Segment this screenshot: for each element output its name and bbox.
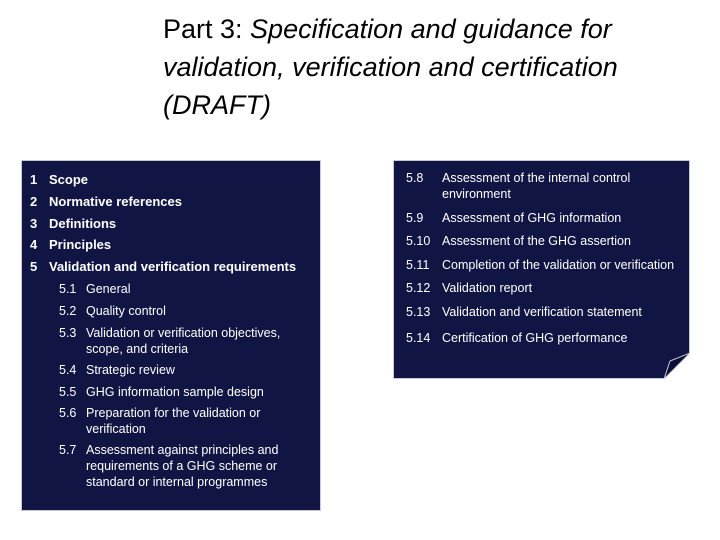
- item-text: General: [86, 282, 131, 296]
- item-text: GHG information sample design: [86, 385, 264, 399]
- sub-list-item: [59, 442, 316, 490]
- title-lead: Part 3:: [163, 14, 251, 44]
- sub-list-item: [59, 405, 316, 437]
- sub-list-item: [59, 362, 316, 378]
- item-text: Normative references: [49, 194, 182, 209]
- item-text: Validation and verification statement: [442, 305, 642, 319]
- item-text: Assessment against principles and requirements of a GHG scheme or standard or internal programmes: [86, 443, 279, 489]
- item-number: 5: [30, 259, 38, 274]
- list-item: [30, 237, 111, 253]
- item-text: Assessment of GHG information: [442, 211, 622, 225]
- item-number: 5.3: [59, 326, 77, 340]
- item-number: 4: [30, 237, 38, 252]
- list-item: [406, 210, 621, 226]
- item-number: 5.9: [406, 211, 424, 225]
- item-number: 5.5: [59, 385, 77, 399]
- item-text: Quality control: [86, 304, 166, 318]
- list-item: [406, 170, 682, 202]
- item-number: 5.11: [406, 258, 430, 272]
- item-text: Validation report: [442, 281, 533, 295]
- item-number: 5.2: [59, 304, 77, 318]
- sub-list-item: [59, 384, 316, 400]
- item-text: Assessment of the GHG assertion: [442, 234, 631, 248]
- list-item: [30, 194, 182, 210]
- item-number: 5.1: [59, 282, 77, 296]
- folded-corner: [664, 353, 690, 379]
- item-number: 5.10: [406, 234, 431, 248]
- list-item: [406, 280, 532, 296]
- sub-list-item: [59, 303, 316, 319]
- page-title: [163, 10, 703, 124]
- list-item: [406, 304, 642, 320]
- list-item: [406, 257, 674, 273]
- contents-panel-left: [21, 160, 321, 511]
- item-number: 5.4: [59, 363, 77, 377]
- contents-panel-right: [393, 160, 690, 379]
- item-number: 5.13: [406, 305, 431, 319]
- item-text: Principles: [49, 237, 112, 252]
- item-text: Validation and verification requirements: [49, 259, 297, 274]
- sub-list-item: [59, 325, 316, 357]
- item-text: Assessment of the internal control environment: [442, 171, 631, 201]
- list-item: [30, 172, 88, 188]
- item-number: 5.6: [59, 406, 77, 420]
- list-item: [406, 330, 628, 346]
- item-text: Definitions: [49, 216, 117, 231]
- item-text: Scope: [49, 172, 89, 187]
- item-text: Certification of GHG performance: [442, 331, 628, 345]
- list-item: [406, 233, 631, 249]
- list-item: [30, 259, 296, 275]
- sub-list-item: [59, 281, 316, 297]
- item-text: Validation or verification objectives, scope, and criteria: [86, 326, 281, 356]
- item-number: 5.14: [406, 331, 431, 345]
- item-number: 5.7: [59, 443, 77, 457]
- item-text: Completion of the validation or verification: [442, 258, 675, 272]
- item-number: 5.12: [406, 281, 431, 295]
- item-number: 5.8: [406, 171, 424, 185]
- item-text: Strategic review: [86, 363, 175, 377]
- folded-corner-icon: [664, 353, 690, 379]
- title-rest: Specification and guidance for validation, verification and certification (DRAFT): [163, 14, 618, 120]
- list-item: [30, 216, 116, 232]
- item-number: 3: [30, 216, 38, 231]
- item-text: Preparation for the validation or verification: [86, 406, 261, 436]
- item-number: 2: [30, 194, 38, 209]
- item-number: 1: [30, 172, 38, 187]
